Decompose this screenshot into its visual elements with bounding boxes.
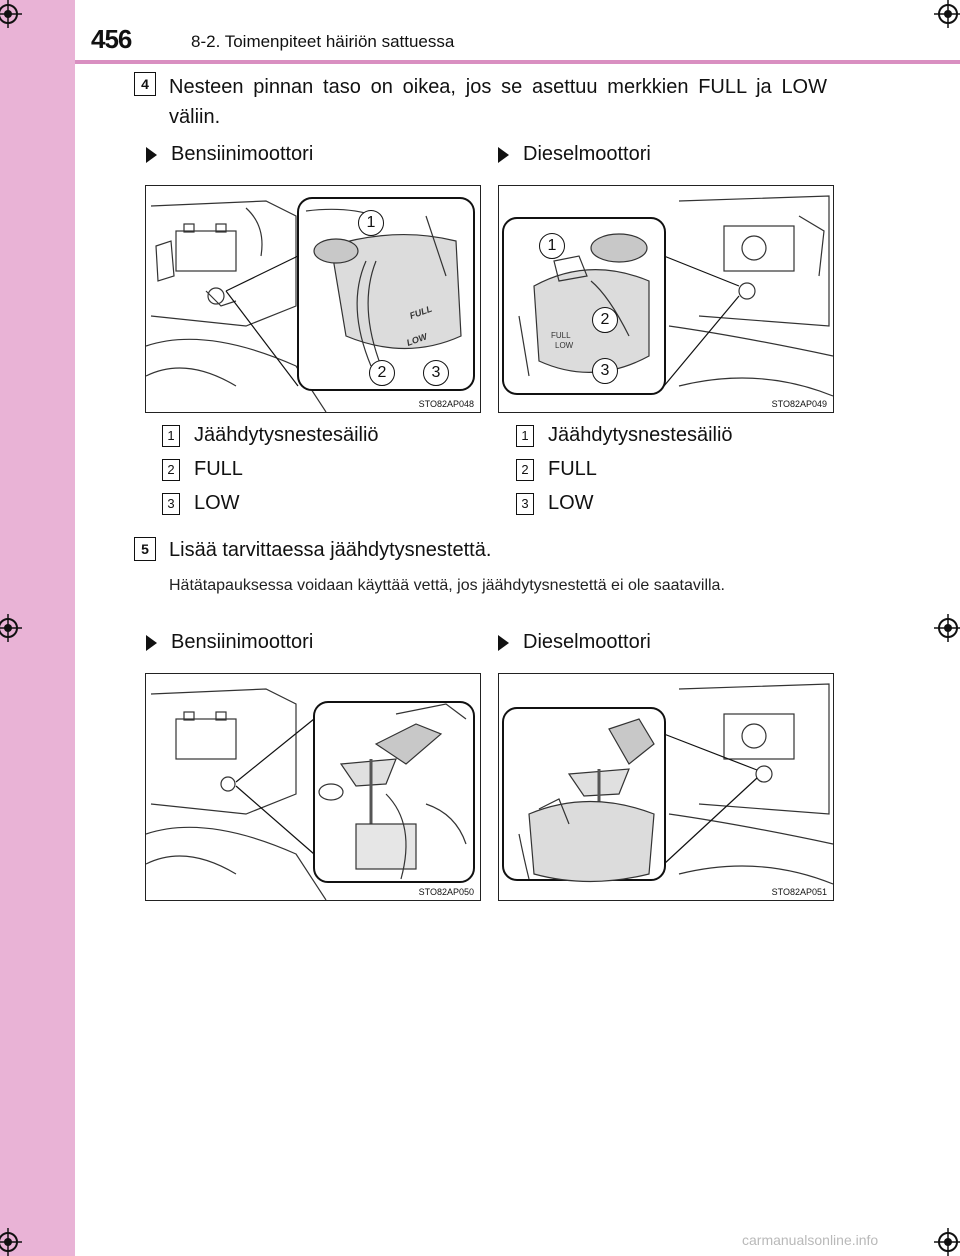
callout-2: 2: [369, 360, 395, 386]
engine-bay-illustration: [499, 186, 833, 412]
callout-3: 3: [423, 360, 449, 386]
triangle-bullet-icon: [146, 147, 157, 163]
engine-heading-label: Dieselmoottori: [523, 143, 651, 165]
legend-number: 2: [516, 459, 534, 481]
engine-heading-petrol: [146, 631, 313, 654]
registration-mark-icon: [934, 1228, 960, 1256]
engine-heading-label: Bensiinimoottori: [171, 631, 314, 653]
callout-1: 1: [539, 233, 565, 259]
registration-mark-icon: [0, 614, 22, 642]
engine-heading-label: Bensiinimoottori: [171, 143, 314, 165]
legend-label: FULL: [548, 458, 597, 480]
figure-diesel-coolant-level: [498, 185, 834, 413]
engine-heading-label: Dieselmoottori: [523, 631, 651, 653]
inset-full-marking: FULL: [551, 331, 571, 340]
header-rule: [75, 60, 960, 64]
legend-item: [167, 458, 243, 481]
inset-low-marking: LOW: [555, 341, 574, 350]
registration-mark-icon: [934, 614, 960, 642]
triangle-bullet-icon: [146, 635, 157, 651]
legend-label: Jäähdytysnestesäiliö: [548, 424, 733, 446]
legend-number: 1: [162, 425, 180, 447]
inset-full-marking: FULL: [408, 303, 434, 321]
step-5-note: Hätätapauksessa voidaan käyttää vettä, jos jäähdytysnestettä ei ole saatavilla.: [169, 577, 725, 594]
figure-code: STO82AP048: [418, 399, 474, 409]
legend-item: [167, 424, 379, 447]
page-number: 456: [91, 24, 132, 54]
callout-3: 3: [592, 358, 618, 384]
figure-diesel-add-coolant: [498, 673, 834, 901]
callout-1: 1: [358, 210, 384, 236]
triangle-bullet-icon: [498, 635, 509, 651]
step-number-5: 5: [134, 537, 156, 561]
watermark: carmanualsonline.info: [742, 1232, 879, 1248]
callout-2: 2: [592, 307, 618, 333]
legend-item: [521, 424, 733, 447]
engine-bay-illustration: [499, 674, 833, 900]
registration-mark-icon: [0, 0, 22, 28]
figure-code: STO82AP049: [771, 399, 827, 409]
inset-low-marking: LOW: [405, 331, 429, 348]
legend-label: LOW: [548, 492, 594, 514]
legend-number: 1: [516, 425, 534, 447]
figure-code: STO82AP051: [771, 887, 827, 897]
legend-label: Jäähdytysnestesäiliö: [194, 424, 379, 446]
step-4-text: Nesteen pinnan taso on oikea, jos se asettuu merkkien FULL ja LOW väliin.: [169, 76, 827, 128]
legend-number: 2: [162, 459, 180, 481]
legend-item: [521, 492, 594, 515]
legend-item: [521, 458, 597, 481]
triangle-bullet-icon: [498, 147, 509, 163]
step-number-4: 4: [134, 72, 156, 96]
step-5-text: Lisää tarvittaessa jäähdytysnestettä.: [169, 539, 492, 561]
legend-label: FULL: [194, 458, 243, 480]
figure-code: STO82AP050: [418, 887, 474, 897]
engine-heading-diesel: [498, 631, 651, 654]
legend-number: 3: [516, 493, 534, 515]
registration-mark-icon: [0, 1228, 22, 1256]
engine-bay-illustration: [146, 674, 480, 900]
legend-label: LOW: [194, 492, 240, 514]
figure-petrol-add-coolant: [145, 673, 481, 901]
engine-heading-diesel: [498, 143, 651, 166]
figure-petrol-coolant-level: [145, 185, 481, 413]
section-title: 8-2. Toimenpiteet häiriön sattuessa: [191, 32, 455, 51]
registration-mark-icon: [934, 0, 960, 28]
legend-item: [167, 492, 240, 515]
legend-number: 3: [162, 493, 180, 515]
engine-heading-petrol: [146, 143, 313, 166]
